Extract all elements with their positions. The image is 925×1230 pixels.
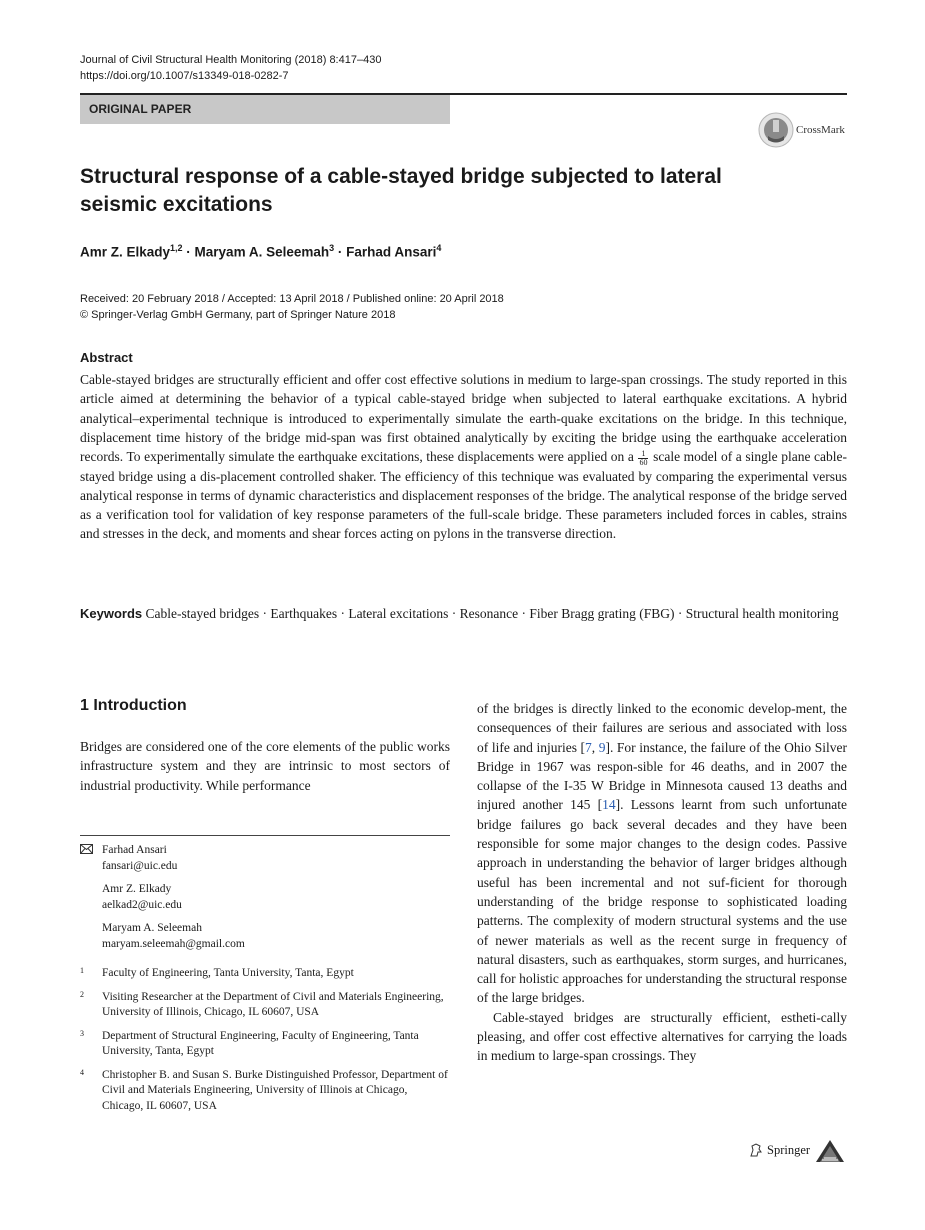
abstract-text: Cable-stayed bridges are structurally efficient and offer cost effective solutions in medium to large-span crossings. The study reported in this article aimed at determining the behavior of a typical cable-stayed bridge when subjected to lateral earthquake excitations. A hybrid analytical–experimental technique is introduced to experimentally simulate the earth-quake excitations on the bridge. In this technique, displacement time history of the bridge mid-span was first obtained analytically by exciting the bridge using the earthquake acceleration records. To experimentally simulate the earthquake excitations, these displacements were applied on a xyxy=(80,372,847,465)
affiliations xyxy=(80,966,450,1122)
contact-name: Maryam A. Seleemah xyxy=(102,922,202,934)
article-type-label: ORIGINAL PAPER xyxy=(89,102,192,116)
journal-header xyxy=(80,52,381,84)
crossmark-label: CrossMark xyxy=(796,124,845,136)
paragraph-text: ]. Lessons learnt from such unfortunate bridge failures go back several decades and they have been responsible for some major changes to the design codes. Passive approach in understanding the behavior of larger bridges although useful has been incremental and not suf-ficient for thorough understanding of the bridge response to sophisticated loading patterns. The complexity of modern structural systems and the use of newer materials as well as the recent surge in frequency of natural disasters, such as earthquakes, storm surges, and hurricanes, call for holistic approaches for understanding the structural response of the large bridges. xyxy=(477,797,847,1006)
springer-emblem-icon xyxy=(816,1138,844,1162)
publication-dates xyxy=(80,291,504,323)
affiliation-number: 2 xyxy=(80,989,84,999)
abstract-text: scale model of a single plane cable-stayed bridge using a dis-placement controlled shaker. The efficiency of this technique was evaluated by comparing the experimental versus analytical response in terms of dynamic characteristics and displacement responses of the bridge. The analytical response of the bridge served as a verification tool for validation of key response parameters of the full-scale bridge. These parameters included forces in cables, strains and stresses in the deck, and moments and shear forces acting on pylons in the transverse direction. xyxy=(80,449,848,542)
affiliation xyxy=(80,1068,450,1115)
contact-name: Farhad Ansari xyxy=(102,844,167,856)
affiliation-number: 4 xyxy=(80,1067,84,1077)
history-dates: Received: 20 February 2018 / Accepted: 13 April 2018 / Published online: 20 April 2018 xyxy=(80,293,504,305)
section-heading: 1 Introduction xyxy=(80,697,187,714)
author-list xyxy=(80,243,441,260)
author-affil-sup: 3 xyxy=(329,243,335,253)
copyright: © Springer-Verlag GmbH Germany, part of Springer Nature 2018 xyxy=(80,309,396,321)
paragraph xyxy=(477,699,847,1008)
author-affil-sup: 1,2 xyxy=(170,243,183,253)
author-separator: · xyxy=(182,244,195,260)
publisher-name: Springer xyxy=(767,1142,811,1157)
keywords-list: Cable-stayed bridges · Earthquakes · Lateral excitations · Resonance · Fiber Bragg grating (FBG) · Structural health monitoring xyxy=(145,606,839,621)
keywords-label: Keywords xyxy=(80,606,143,621)
corresponding-contacts xyxy=(80,843,450,960)
contact-entry xyxy=(102,921,450,952)
footnote-rule xyxy=(80,835,450,836)
springer-horse-icon xyxy=(748,1142,764,1158)
fraction-numerator: 1 xyxy=(638,450,648,459)
envelope-icon xyxy=(80,844,93,860)
author-name: Amr Z. Elkady xyxy=(80,244,171,260)
affiliation-text: Department of Structural Engineering, Faculty of Engineering, Tanta University, Tanta, Egypt xyxy=(102,1029,419,1057)
contact-email[interactable]: maryam.seleemah@gmail.com xyxy=(102,937,245,950)
paper-title: Structural response of a cable-stayed bridge subjected to lateral seismic excitations xyxy=(80,165,722,216)
contact-email[interactable]: aelkad2@uic.edu xyxy=(102,898,182,911)
crossmark-icon xyxy=(758,112,794,148)
paragraph-text: of the bridges is directly linked to the economic develop-ment, the consequences of their failures are serious and associated with loss of life and injuries [ xyxy=(477,701,847,755)
abstract-heading: Abstract xyxy=(80,350,133,365)
citation-link[interactable]: 7 xyxy=(585,739,592,755)
keywords xyxy=(80,604,847,623)
paragraph-text: ]. For instance, the failure of the Ohio Silver Bridge in 1967 was respon-sible for 46 deaths, and in 2007 the collapse of the I-35 W Bridge in Minnesota caused 13 deaths and injured another 145 [ xyxy=(477,739,847,813)
contact-name: Amr Z. Elkady xyxy=(102,883,172,895)
abstract-body xyxy=(80,370,847,544)
affiliation-text: Christopher B. and Susan S. Burke Distinguished Professor, Department of Civil and Materials Engineering, University of Illinois at Chicago, Chicago, IL 60607, USA xyxy=(102,1068,448,1112)
journal-citation: Journal of Civil Structural Health Monitoring (2018) 8:417–430 xyxy=(80,54,382,66)
scale-fraction xyxy=(638,450,648,467)
affiliation-number: 3 xyxy=(80,1028,84,1038)
intro-left-column: Bridges are considered one of the core elements of the public works infrastructure system and they are intrinsic to most sectors of industrial productivity. While performance xyxy=(80,739,450,793)
contact-email[interactable]: fansari@uic.edu xyxy=(102,859,178,872)
crossmark-badge[interactable] xyxy=(758,112,845,148)
fraction-denominator: 60 xyxy=(639,457,648,467)
intro-right-column xyxy=(477,699,847,1066)
author-separator: · xyxy=(334,244,347,260)
affiliation-text: Visiting Researcher at the Department of Civil and Materials Engineering, University of Illinois, Chicago, IL 60607, USA xyxy=(102,990,444,1018)
paragraph: Cable-stayed bridges are structurally efficient, estheti-cally pleasing, and offer cost effective alternatives for carrying the loads in medium to large-span crossings. They xyxy=(477,1009,847,1064)
citation-separator: , xyxy=(591,739,599,755)
doi-link[interactable]: https://doi.org/10.1007/s13349-018-0282-7 xyxy=(80,70,289,82)
affiliation xyxy=(80,1029,450,1060)
author-name: Maryam A. Seleemah xyxy=(194,244,330,260)
affiliation-text: Faculty of Engineering, Tanta University, Tanta, Egypt xyxy=(102,967,354,979)
author-name: Farhad Ansari xyxy=(346,244,437,260)
contact-entry xyxy=(102,882,450,913)
affiliation xyxy=(80,966,450,982)
author-affil-sup: 4 xyxy=(436,243,442,253)
citation-link[interactable]: 14 xyxy=(602,797,616,813)
affiliation-number: 1 xyxy=(80,966,84,975)
article-type-badge xyxy=(80,95,450,124)
contact-entry xyxy=(102,843,450,874)
publisher-mark xyxy=(748,1138,844,1162)
affiliation xyxy=(80,990,450,1021)
citation-link[interactable]: 9 xyxy=(598,739,606,755)
